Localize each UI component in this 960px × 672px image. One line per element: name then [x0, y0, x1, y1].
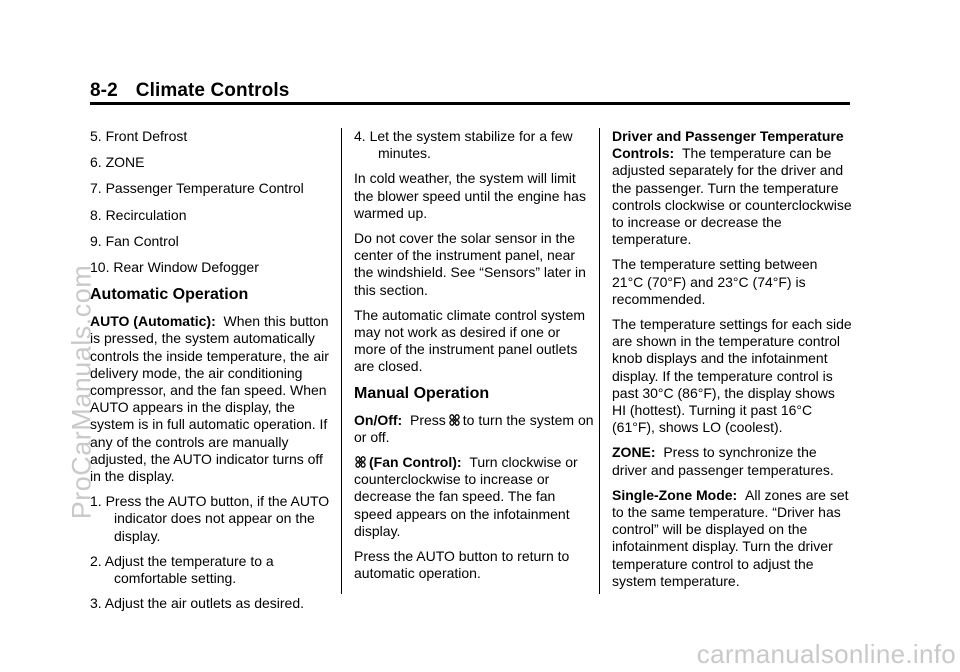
- column-divider: [599, 128, 600, 594]
- dp-paragraph: [612, 128, 852, 248]
- auto-paragraph: [90, 313, 336, 485]
- fan-icon: [448, 413, 461, 427]
- page-number: 8-2: [90, 80, 118, 101]
- header-rule: [90, 102, 850, 105]
- paragraph: The temperature setting between 21°C (70°F) and 23°C (74°F) is recommended.: [612, 256, 818, 307]
- section-heading: Manual Operation: [354, 384, 490, 402]
- paragraph: The temperature settings for each side are shown in the temperature control knob displays and the infotainment display. If the temperature control is past 30°C (86°F), the display shows HI (hottest). Turning it past 16°C (61°F), shows LO (coolest).: [612, 316, 852, 436]
- fan-text: Turn clockwise or counterclockwise to increase or decrease the fan speed. The fan speed appears on the infotainment display.: [354, 454, 578, 539]
- paragraph: The automatic climate control system may not work as desired if one or more of the instrument panel outlets are closed.: [354, 306, 586, 375]
- dp-label: Driver and Passenger Temperature Controls:: [612, 128, 844, 162]
- list-item: 7. Passenger Temperature Control: [90, 180, 304, 197]
- section-heading: Automatic Operation: [90, 286, 249, 304]
- onoff-paragraph: [354, 412, 594, 446]
- column-2: [354, 128, 594, 590]
- single-zone-paragraph: [612, 487, 852, 590]
- list-item: 10. Rear Window Defogger: [90, 259, 259, 276]
- single-zone-text: All zones are set to the same temperature. “Driver has control” will be displayed on the infotainment display. Turn the driver temperature control to adjust the system temperature.: [612, 486, 849, 589]
- list-item: 5. Front Defrost: [90, 128, 188, 144]
- watermark-bottom: carmanualsonline.info: [696, 639, 956, 669]
- paragraph: Do not cover the solar sensor in the center of the instrument panel, near the windshield. See “Sensors” later in this section.: [354, 230, 586, 298]
- paragraph: In cold weather, the system will limit the blower speed until the engine has warmed up.: [354, 170, 586, 221]
- step-item: 1. Press the AUTO button, if the AUTO indicator does not appear on the display.: [90, 493, 330, 544]
- onoff-rest: to turn the system on or off.: [354, 411, 594, 445]
- column-divider: [341, 128, 342, 594]
- step-item: 4. Let the system stabilize for a few minutes.: [354, 128, 573, 162]
- single-zone-label: Single-Zone Mode:: [612, 486, 738, 503]
- section-title: Climate Controls: [135, 80, 290, 101]
- zone-text: Press to synchronize the driver and passenger temperatures.: [612, 444, 834, 478]
- auto-text: When this button is pressed, the system automatically controls the inside temperature, the air delivery mode, the air conditioning compressor, and the fan speed. When AUTO appears in the display, the system is in full automatic operation. If any of the controls are manually adjusted, the AUTO indicator turns off in the display.: [90, 313, 329, 485]
- paragraph: Press the AUTO button to return to automatic operation.: [354, 548, 570, 582]
- fan-label: (Fan Control):: [369, 454, 462, 471]
- zone-label: ZONE:: [612, 444, 656, 461]
- onoff-label: On/Off:: [354, 411, 403, 428]
- onoff-press: Press: [410, 411, 446, 428]
- step-item: 3. Adjust the air outlets as desired.: [90, 595, 305, 612]
- list-item: 8. Recirculation: [90, 206, 187, 223]
- fan-paragraph: [354, 454, 594, 540]
- page-header: [90, 80, 289, 102]
- column-3: [612, 128, 852, 598]
- list-item: 9. Fan Control: [90, 232, 179, 249]
- list-item: 6. ZONE: [90, 154, 145, 171]
- zone-paragraph: [612, 444, 852, 478]
- auto-label: AUTO (Automatic):: [90, 313, 216, 330]
- fan-icon: [354, 455, 367, 469]
- column-1: [90, 128, 336, 620]
- step-item: 2. Adjust the temperature to a comfortable setting.: [90, 552, 274, 587]
- watermark-left: ProCarManuals.com: [66, 264, 97, 520]
- dp-text: The temperature can be adjusted separately for the driver and the passenger. Turn the temperature controls clockwise or counterclockwise to increase or decrease the temperature.: [612, 145, 852, 248]
